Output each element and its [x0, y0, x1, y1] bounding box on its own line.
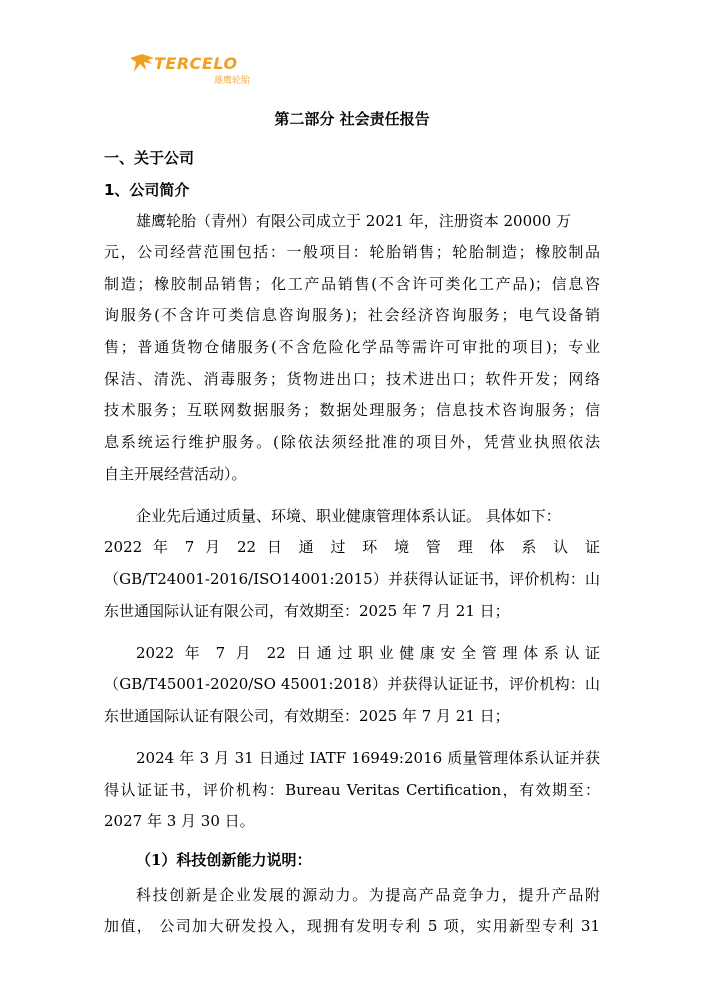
- logo-brand-text: TERCELO: [154, 54, 238, 73]
- intro-line: 制造；橡胶制品销售；化工产品销售(不含许可类化工产品)；信息咨: [104, 275, 600, 293]
- intro-line: 售；普通货物仓储服务(不含危险化学品等需许可审批的项目)；专业: [104, 338, 600, 356]
- intro-line: 保洁、清洗、消毒服务；货物进出口；技术进出口；软件开发；网络: [104, 370, 600, 388]
- intro-line: 元，公司经营范围包括：一般项目：轮胎销售；轮胎制造；橡胶制品: [104, 243, 600, 261]
- cert-line: 东世通国际认证有限公司，有效期至：2025 年 7 月 21 日；: [104, 602, 510, 620]
- cert-line: （GB/T24001-2016/ISO14001:2015）并获得认证证书，评价机构：山: [104, 570, 600, 588]
- company-logo: [128, 52, 251, 86]
- subheading-tech-innovation: （1）科技创新能力说明：: [136, 851, 312, 869]
- cert-line: 2024 年 3 月 31 日通过 IATF 16949:2016 质量管理体系认证并获: [136, 749, 600, 767]
- logo-subtitle: 雄鹰轮胎: [214, 76, 251, 86]
- tech-line: 科技创新是企业发展的源动力。为提高产品竞争力，提升产品附: [136, 886, 600, 904]
- cert-line: （GB/T45001-2020/SO 45001:2018）并获得认证证书，评价机构：山: [104, 675, 600, 693]
- intro-line: 询服务(不含许可类信息咨询服务)；社会经济咨询服务；电气设备销: [104, 306, 600, 324]
- tech-line: 加值， 公司加大研发投入，现拥有发明专利 5 项，实用新型专利 31: [104, 917, 600, 935]
- cert-line: 得认证证书，评价机构：Bureau Veritas Certification，有效期至：: [104, 781, 600, 799]
- intro-line: 雄鹰轮胎（青州）有限公司成立于 2021 年，注册资本 20000 万: [136, 212, 571, 230]
- page-title: 第二部分 社会责任报告: [274, 110, 430, 128]
- eagle-logo-icon: [128, 52, 156, 76]
- intro-line: 息系统运行维护服务。(除依法须经批准的项目外，凭营业执照依法: [104, 433, 600, 451]
- intro-line: 自主开展经营活动）。: [104, 465, 247, 483]
- subsection-heading-intro: 1、公司简介: [104, 181, 190, 199]
- intro-line: 技术服务；互联网数据服务；数据处理服务；信息技术咨询服务；信: [104, 401, 600, 419]
- cert-line: 2022 年 7 月 22 日 通 过 环 境 管 理 体 系 认 证: [104, 538, 600, 556]
- section-heading-about: 一、关于公司: [104, 149, 195, 167]
- cert-line: 2027 年 3 月 30 日。: [104, 812, 255, 830]
- cert-line: 东世通国际认证有限公司，有效期至：2025 年 7 月 21 日；: [104, 707, 510, 725]
- cert-line: 2022 年 7 月 22 日通过职业健康安全管理体系认证: [136, 644, 600, 662]
- cert-intro: 企业先后通过质量、环境、职业健康管理体系认证。 具体如下：: [136, 507, 561, 525]
